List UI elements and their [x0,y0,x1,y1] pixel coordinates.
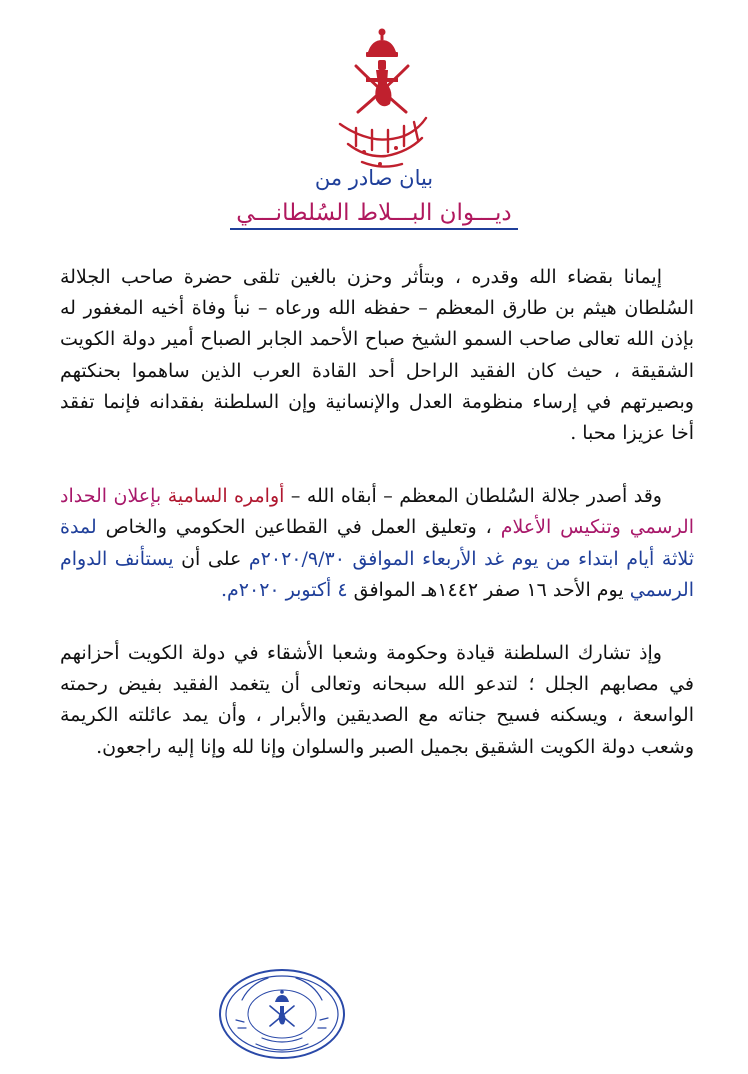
p2-royal-orders: أوامره السامية [167,485,285,508]
paragraph-2 [60,481,694,606]
p2-text-a: وقد أصدر جلالة السُلطان المعظم – أبقاه الله – [284,485,662,508]
p2-resume-work: يستأنف الدوام الرسمي [60,547,694,601]
p2-text-f: على أن [173,547,249,570]
statement-body [60,262,694,763]
royal-court-emblem-icon [326,26,438,176]
p2-resume-date: ٤ أكتوبر ٢٠٢٠م. [220,578,348,601]
header-subtitle-text: ديـــوان البـــلاط السُلطانـــي [230,200,517,230]
p2-text-d: ، وتعليق العمل في القطاعين الحكومي والخاص [96,516,501,539]
header-title: بيان صادر من [314,166,434,190]
official-seal-icon [216,966,348,1062]
p2-mourning-announcement: بإعلان الحداد الرسمي وتنكيس الأعلام [60,485,695,539]
paragraph-3: وإذ تشارك السلطنة قيادة وحكومة وشعبا الأشقاء في دولة الكويت أحزانهم في مصابهم الجلل ؛ لتدعو الله سبحانه وتعالى أن يتغمد الفقيد بفيض رحمته الواسعة ، ويسكنه فسيح جناته مع الصديقين والأبرار ، وأن يمد عائلته الكريمة وشعب دولة الكويت الشقيق بجميل الصبر والسلوان وإنا لله وإنا إليه راجعون. [60,642,694,758]
header-subtitle [0,200,748,230]
p2-text-h: يوم الأحد ١٦ صفر ١٤٤٢هـ الموافق [347,578,630,601]
paragraph-1: إيمانا بقضاء الله وقدره ، وبتأثر وحزن بالغين تلقى حضرة صاحب الجلالة السُلطان هيثم بن طارق المعظم – حفظه الله ورعاه – نبأ وفاة أخيه المغفور له بإذن الله تعالى صاحب السمو الشيخ صباح الأحمد الجابر الصباح أمير دولة الكويت الشقيقة ، حيث كان الفقيد الراحل أحد القادة العرب الذين ساهموا بحنكتهم وبصيرتهم في إرساء منظومة العدل والإنسانية وإن السلطنة بفقدانه فإنما تفقد أخا عزيزا محبا . [60,266,694,445]
p2-three-days: لمدة ثلاثة أيام ابتداء من يوم غد الأربعاء الموافق ٢٠٢٠/٩/٣٠م [60,516,694,570]
